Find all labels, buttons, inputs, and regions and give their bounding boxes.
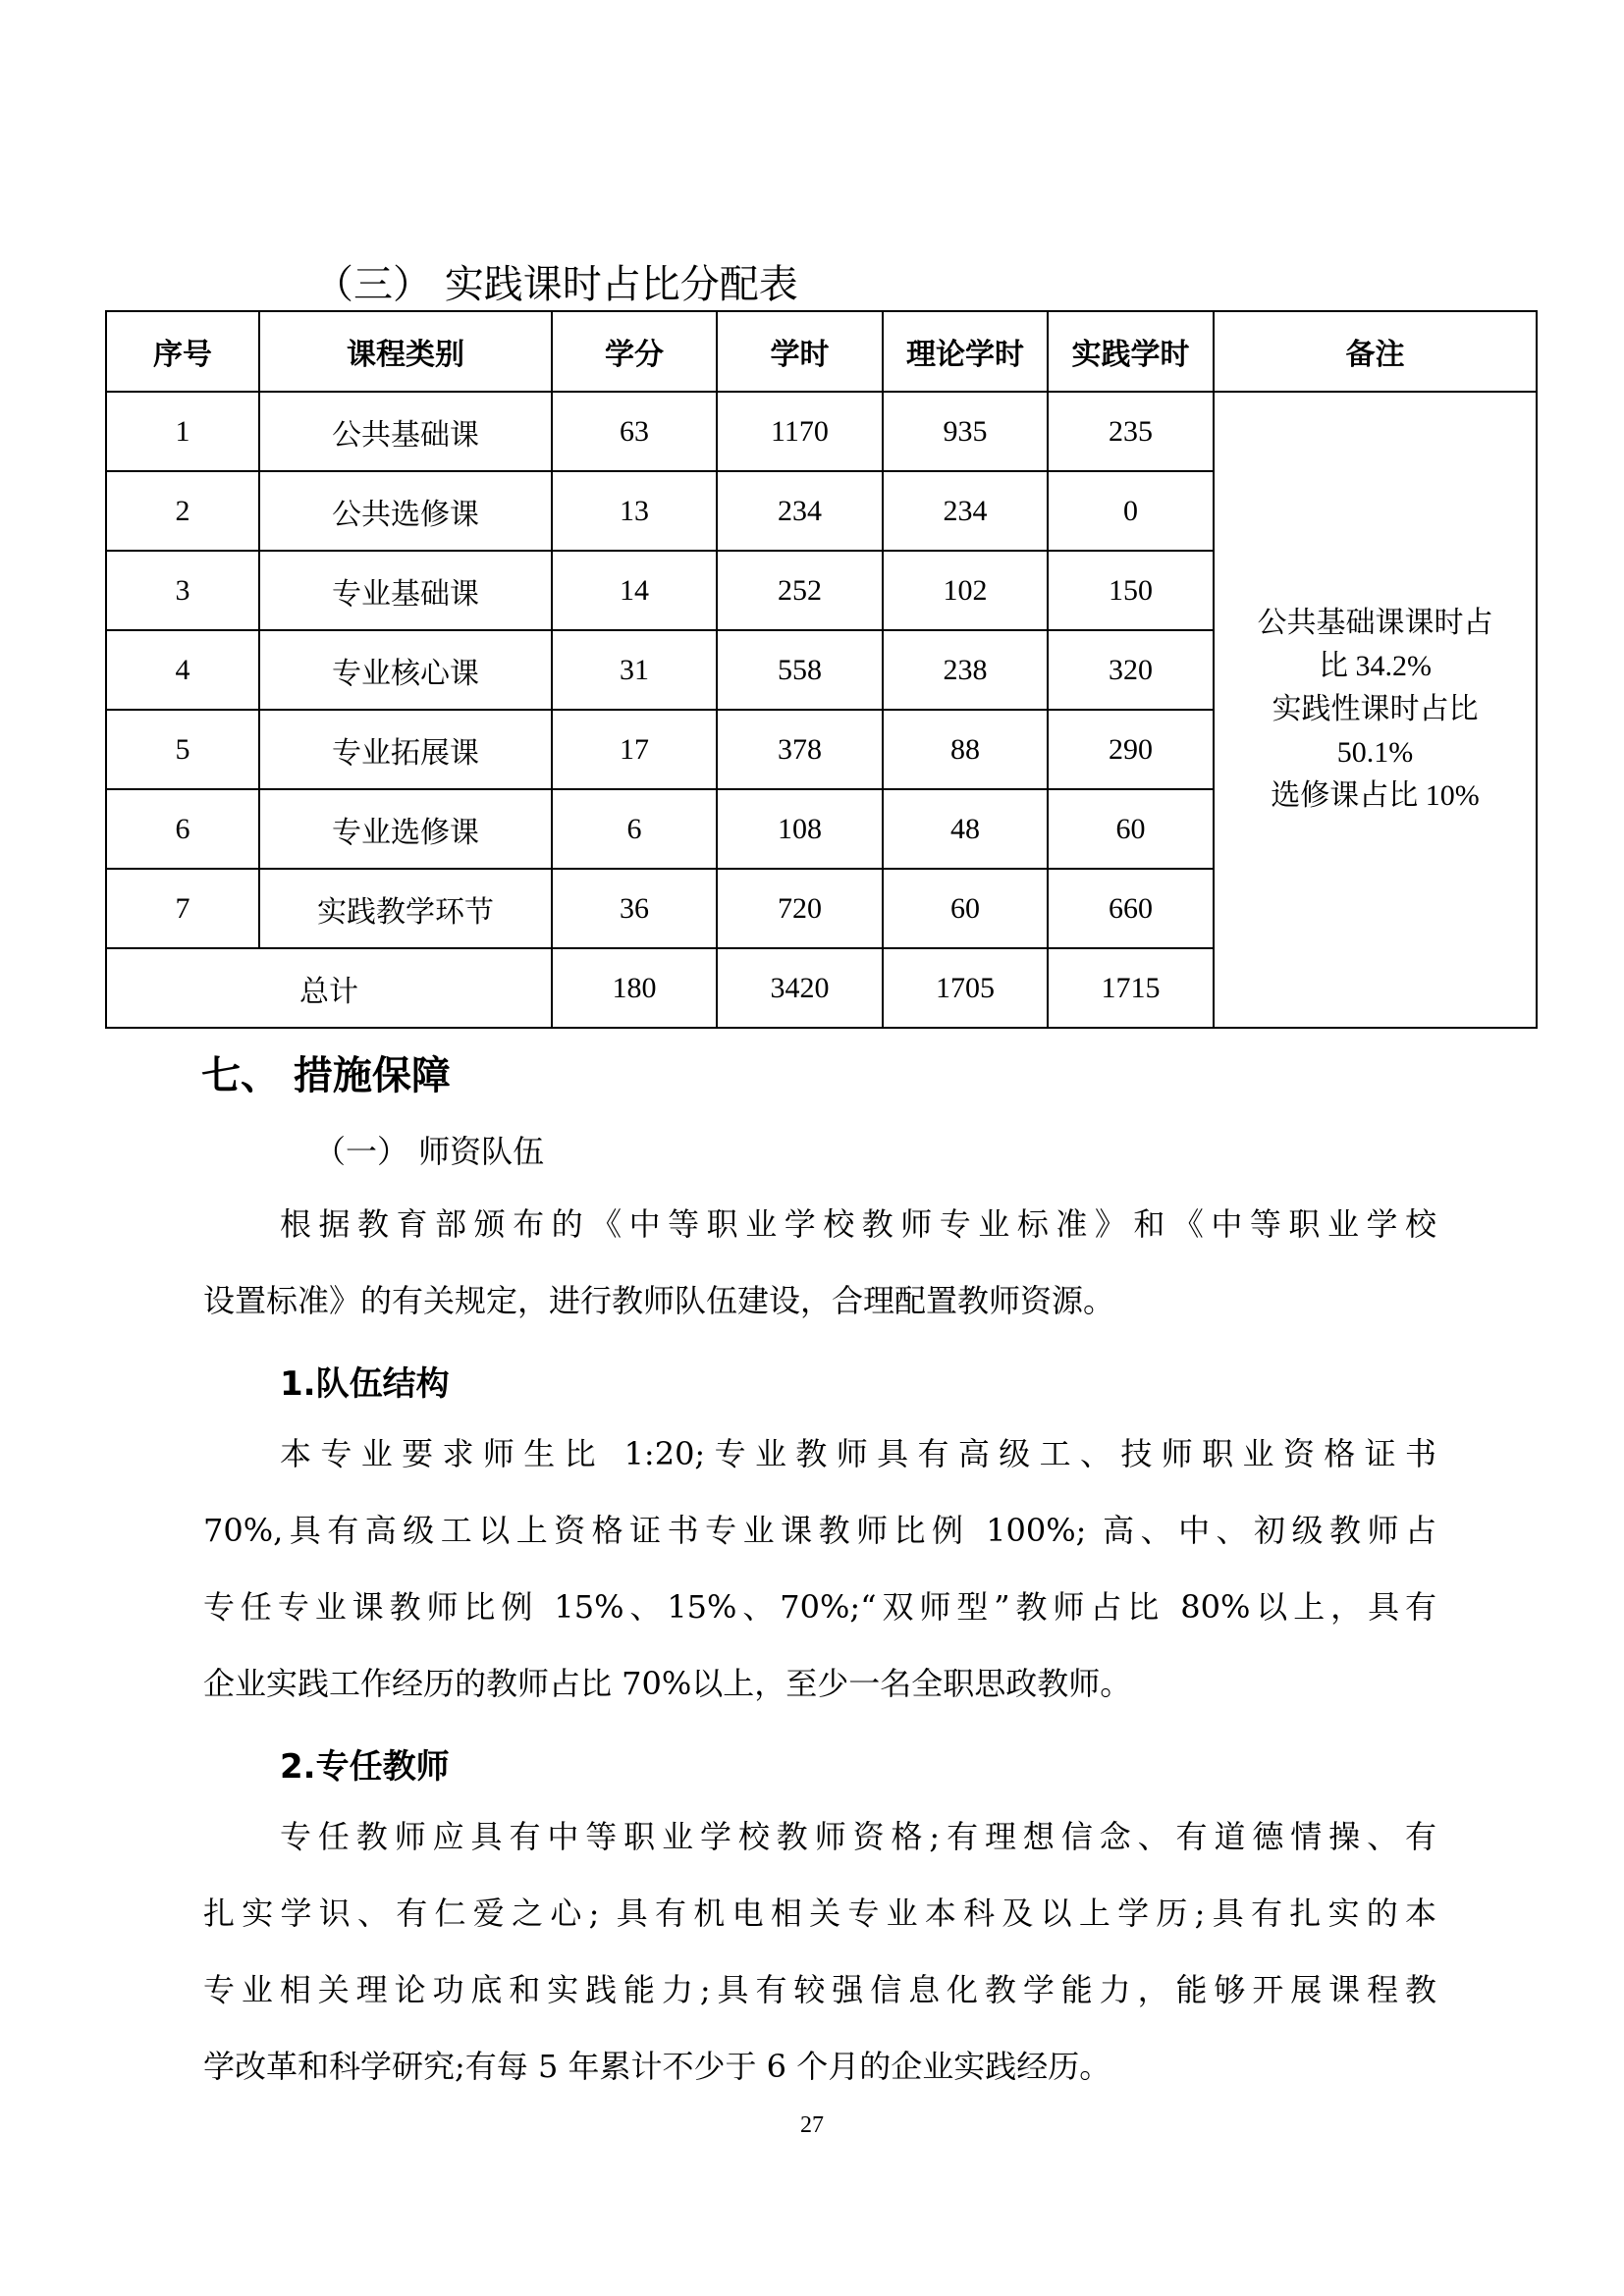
header-index: 序号 [106, 311, 259, 392]
cell-practice-hours: 60 [1048, 789, 1214, 869]
cell-index: 1 [106, 392, 259, 471]
cell-course-type: 实践教学环节 [259, 869, 552, 948]
cell-index: 7 [106, 869, 259, 948]
paragraph-line: 专业相关理论功底和实践能力;具有较强信息化教学能力，能够开展课程教 [203, 1971, 1436, 2008]
total-hours: 3420 [717, 948, 883, 1028]
paragraph-line: 本专业要求师生比 1:20;专业教师具有高级工、技师职业资格证书 [280, 1435, 1436, 1472]
heading-team-structure: 1.队伍结构 [280, 1364, 450, 1404]
cell-theory-hours: 88 [883, 710, 1048, 789]
table-header-row [106, 311, 1537, 392]
cell-practice-hours: 0 [1048, 471, 1214, 551]
cell-index: 2 [106, 471, 259, 551]
note-line: 比 34.2% [1319, 650, 1432, 682]
cell-index: 5 [106, 710, 259, 789]
cell-hours: 720 [717, 869, 883, 948]
cell-course-type: 公共基础课 [259, 392, 552, 471]
cell-credits: 13 [552, 471, 717, 551]
header-practice-hours: 实践学时 [1048, 311, 1214, 392]
cell-hours: 252 [717, 551, 883, 630]
header-credits: 学分 [552, 311, 717, 392]
total-credits: 180 [552, 948, 717, 1028]
cell-credits: 63 [552, 392, 717, 471]
paragraph-line: 学改革和科学研究;有每 5 年累计不少于 6 个月的企业实践经历。 [203, 2048, 1111, 2085]
cell-credits: 14 [552, 551, 717, 630]
cell-practice-hours: 320 [1048, 630, 1214, 710]
cell-practice-hours: 235 [1048, 392, 1214, 471]
cell-practice-hours: 290 [1048, 710, 1214, 789]
heading-full-time-teachers: 2.专任教师 [280, 1747, 450, 1787]
total-theory-hours: 1705 [883, 948, 1048, 1028]
note-line: 选修课占比 10% [1271, 779, 1480, 812]
cell-theory-hours: 60 [883, 869, 1048, 948]
cell-credits: 36 [552, 869, 717, 948]
note-line: 公共基础课课时占 [1257, 607, 1493, 639]
header-hours: 学时 [717, 311, 883, 392]
cell-practice-hours: 660 [1048, 869, 1214, 948]
cell-hours: 108 [717, 789, 883, 869]
header-course-type: 课程类别 [259, 311, 552, 392]
cell-practice-hours: 150 [1048, 551, 1214, 630]
cell-theory-hours: 102 [883, 551, 1048, 630]
note-line: 实践性课时占比 [1272, 693, 1479, 725]
paragraph-line: 70%,具有高级工以上资格证书专业课教师比例 100%; 高、中、初级教师占 [203, 1512, 1436, 1549]
cell-theory-hours: 48 [883, 789, 1048, 869]
cell-index: 3 [106, 551, 259, 630]
header-notes: 备注 [1214, 311, 1537, 392]
notes-cell [1214, 392, 1537, 1028]
page-number: 27 [800, 2112, 824, 2138]
paragraph-line: 设置标准》的有关规定，进行教师队伍建设，合理配置教师资源。 [203, 1282, 1115, 1319]
section-heading: 七、 措施保障 [201, 1053, 451, 1098]
cell-course-type: 专业拓展课 [259, 710, 552, 789]
cell-hours: 378 [717, 710, 883, 789]
cell-course-type: 公共选修课 [259, 471, 552, 551]
cell-course-type: 专业基础课 [259, 551, 552, 630]
cell-credits: 6 [552, 789, 717, 869]
note-line: 50.1% [1336, 736, 1414, 769]
cell-hours: 1170 [717, 392, 883, 471]
table-title: （三） 实践课时占比分配表 [314, 262, 798, 307]
table-row [106, 392, 1537, 471]
paragraph-line: 企业实践工作经历的教师占比 70%以上，至少一名全职思政教师。 [203, 1665, 1132, 1702]
cell-hours: 234 [717, 471, 883, 551]
cell-theory-hours: 234 [883, 471, 1048, 551]
cell-hours: 558 [717, 630, 883, 710]
cell-index: 4 [106, 630, 259, 710]
cell-theory-hours: 238 [883, 630, 1048, 710]
total-practice-hours: 1715 [1048, 948, 1214, 1028]
cell-course-type: 专业选修课 [259, 789, 552, 869]
paragraph-line: 根据教育部颁布的《中等职业学校教师专业标准》和《中等职业学校 [280, 1205, 1436, 1243]
total-label: 总计 [106, 948, 552, 1028]
header-theory-hours: 理论学时 [883, 311, 1048, 392]
subsection-heading: （一） 师资队伍 [314, 1133, 545, 1170]
cell-theory-hours: 935 [883, 392, 1048, 471]
paragraph-line: 扎实学识、有仁爱之心; 具有机电相关专业本科及以上学历;具有扎实的本 [203, 1895, 1436, 1932]
cell-credits: 31 [552, 630, 717, 710]
cell-index: 6 [106, 789, 259, 869]
paragraph-line: 专任专业课教师比例 15%、15%、70%;“双师型”教师占比 80%以上，具有 [203, 1588, 1436, 1626]
cell-credits: 17 [552, 710, 717, 789]
paragraph-line: 专任教师应具有中等职业学校教师资格;有理想信念、有道德情操、有 [280, 1818, 1436, 1855]
cell-course-type: 专业核心课 [259, 630, 552, 710]
practice-hours-table [105, 310, 1538, 1029]
